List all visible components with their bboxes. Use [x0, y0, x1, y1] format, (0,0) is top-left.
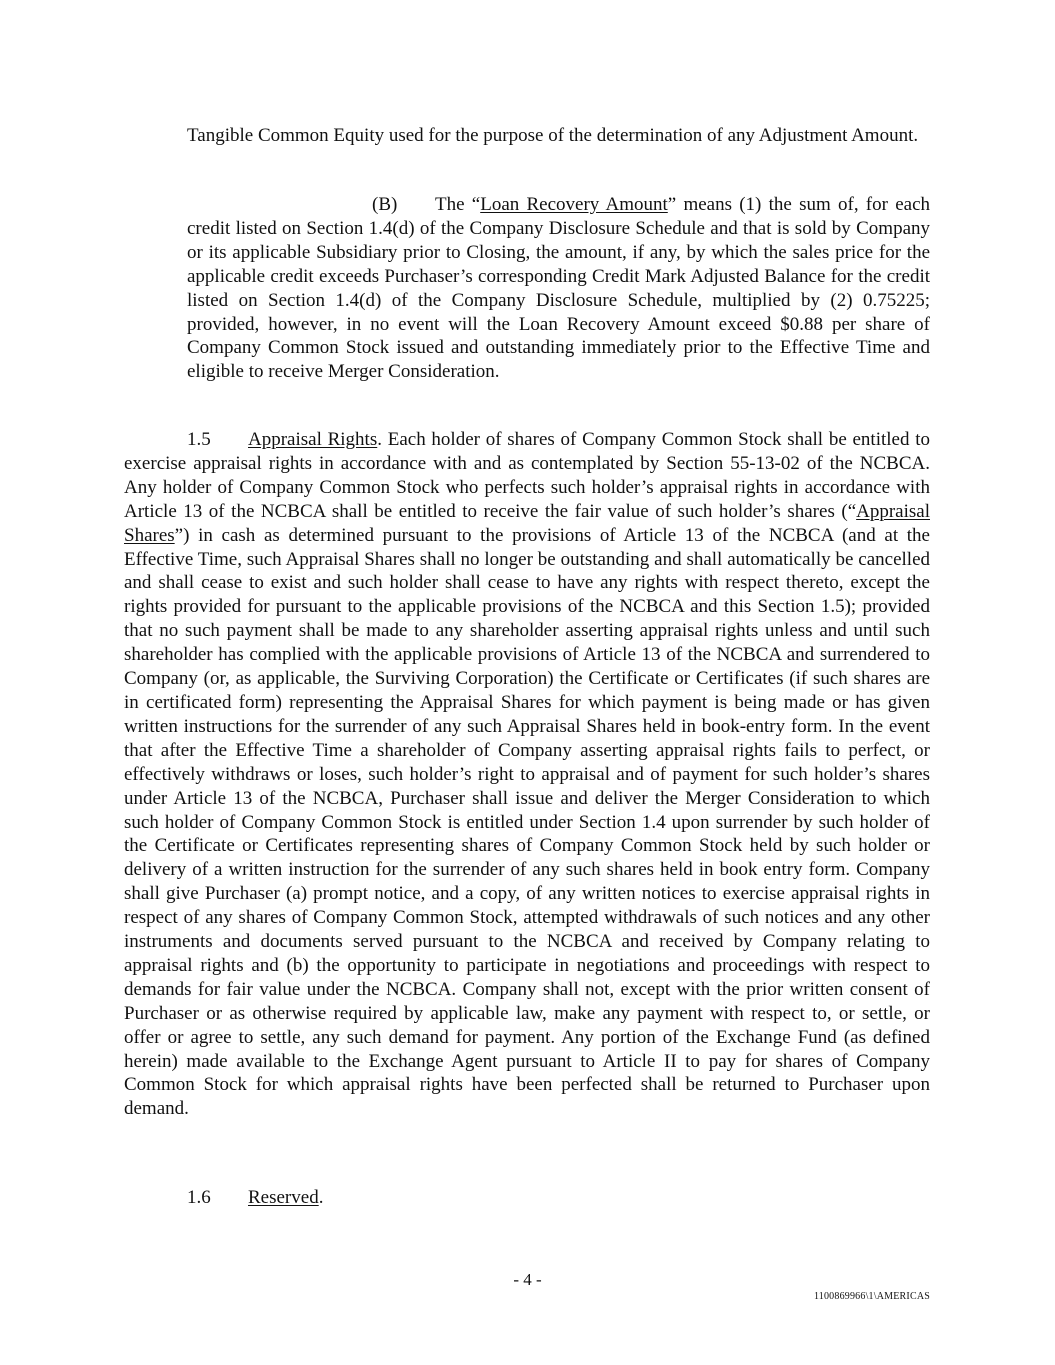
- document-id: 1100869966\1\AMERICAS: [813, 1291, 930, 1302]
- section-1-6-reserved: [187, 1186, 930, 1210]
- page-number: - 4 -: [513, 1270, 542, 1289]
- section-1-5-appraisal-rights: [124, 428, 930, 1121]
- section-number-1-5: 1.5: [187, 429, 211, 450]
- section-number-1-6: 1.6: [187, 1187, 211, 1208]
- paragraph-tangible-common-equity: Tangible Common Equity used for the purpose of the determination of any Adjustment Amount.: [187, 125, 919, 146]
- section-1-6-trailer: .: [318, 1187, 324, 1208]
- defined-term-appraisal-shares: Appraisal Shares: [124, 500, 930, 546]
- section-1-5-text-part-1: . Each holder of shares of Company Common Stock shall be entitled to exercise appraisal rights in accordance with and as contemplated by Section 55-13-02 of the NCBCA. Any holder of Company Common Stock who perfects such holder’s appraisal rights in accordance with Article 13 of the NCBCA shall be entitled to receive the fair value of such holder’s shares (“: [124, 429, 930, 522]
- section-heading-reserved: Reserved: [248, 1187, 319, 1208]
- clause-label-b: (B): [372, 194, 398, 215]
- paragraph-loan-recovery-amount: [187, 193, 930, 384]
- clause-body: ” means (1) the sum of, for each credit listed on Section 1.4(d) of the Company Disclosure Schedule and that is sold by Company or its applicable Subsidiary prior to Closing, the amount, if any, by which the sales price for the applicable credit exceeds Purchaser’s corresponding Credit Mark Adjusted Balance for the credit listed on Section 1.4(d) of the Company Disclosure Schedule, multiplied by (2) 0.75225; provided, however, in no event will the Loan Recovery Amount exceed $0.88 per share of Company Common Stock issued and outstanding immediately prior to the Effective Time and eligible to receive Merger Consideration.: [187, 194, 930, 383]
- defined-term-loan-recovery-amount: Loan Recovery Amount: [480, 194, 668, 215]
- clause-lead: The “: [435, 194, 481, 215]
- section-heading-appraisal-rights: Appraisal Rights: [248, 429, 378, 450]
- section-1-5-text-part-2: ”) in cash as determined pursuant to the provisions of Article 13 of the NCBCA (and at the Effective Time, such Appraisal Shares shall no longer be outstanding and shall automatically be cancelled and shall cease to exist and such holder shall cease to have any rights with respect thereto, except the rights provided for pursuant to the applicable provisions of the NCBCA and this Section 1.5); provided that no such payment shall be made to any shareholder asserting appraisal rights unless and until such shareholder has complied with the applicable provisions of Article 13 of the NCBCA and surrendered to Company (or, as applicable, the Surviving Corporation) the Certificate or Certificates (if such shares are in certificated form) representing the Appraisal Shares for which payment is being made or has given written instructions for the surrender of any such Appraisal Shares held in book-entry form. In the event that after the Effective Time a shareholder of Company asserting appraisal rights fails to perfect, or effectively withdraws or loses, such holder’s right to appraisal and of payment for such holder’s shares under Article 13 of the NCBCA, Purchaser shall issue and deliver the Merger Consideration to which such holder of Company Common Stock is entitled under Section 1.4 upon surrender by such holder of the Certificate or Certificates representing shares of Company Common Stock held by such holder or delivery of a written instruction for the surrender of any such shares held in book entry form. Company shall give Purchaser (a) prompt notice, and a copy, of any written notices to exercise appraisal rights in respect of any shares of Company Common Stock, attempted withdrawals of such notices and any other instruments and documents served pursuant to the NCBCA and received by Company relating to appraisal rights and (b) the opportunity to participate in negotiations and proceedings with respect to demands for fair value under the NCBCA. Company shall not, except with the prior written consent of Purchaser or as otherwise required by applicable law, make any payment with respect to, or settle, or offer or agree to settle, any such demand for payment. Any portion of the Exchange Fund (as defined herein) made available to the Exchange Agent pursuant to Article II to pay for shares of Company Common Stock for which appraisal rights have been perfected shall be returned to Purchaser upon demand.: [124, 524, 930, 1120]
